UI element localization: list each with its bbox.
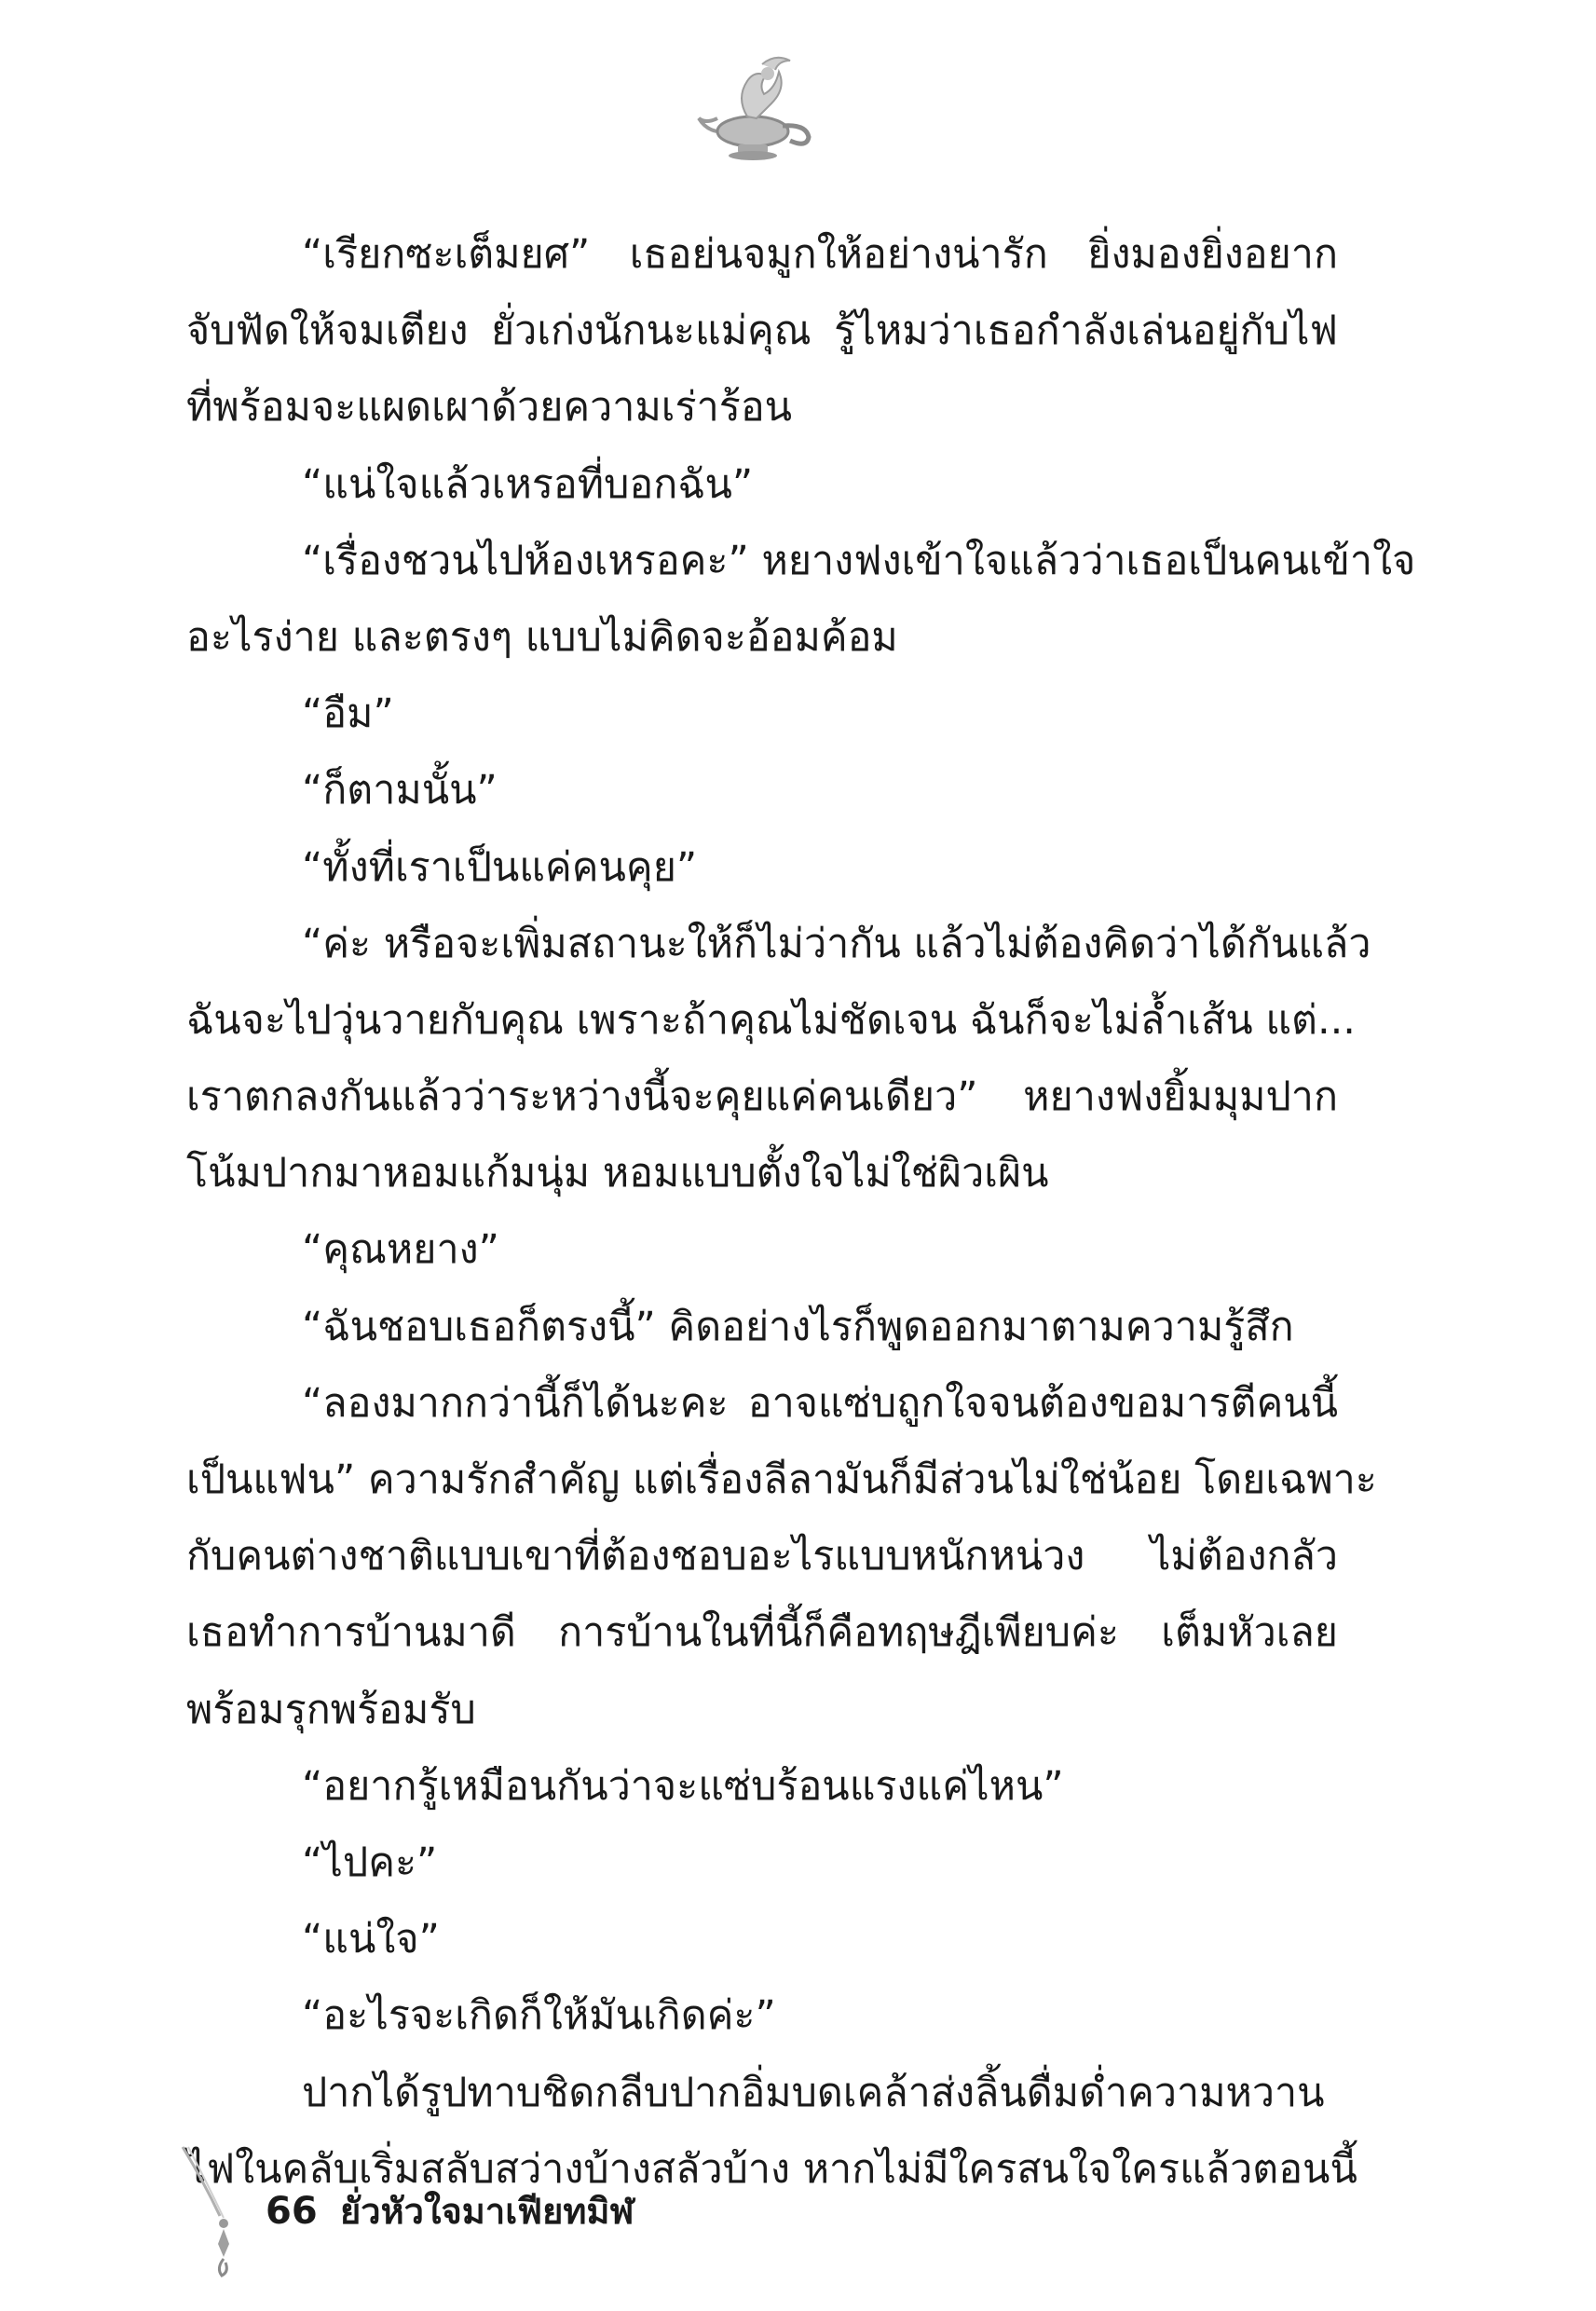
text-line: พร้อมรุกพร้อมรับ bbox=[186, 1686, 476, 1733]
book-title: ยั่วหัวใจมาเฟียทมิฬ bbox=[340, 2191, 634, 2232]
text-line: “ฉันชอบเธอก็ตรงนี้” คิดอย่างไรก็พูดออกมาตามความรู้สึก bbox=[302, 1303, 1294, 1350]
page-footer bbox=[177, 2143, 736, 2283]
text-line: “ลองมากกว่านี้ก็ได้นะคะ อาจแซ่บถูกใจจนต้องขอมารตีคนนี้ bbox=[302, 1379, 1338, 1427]
text-line: “คุณหยาง” bbox=[302, 1226, 499, 1274]
text-line: “ทั้งที่เราเป็นแค่คนคุย” bbox=[302, 843, 698, 891]
text-line: โน้มปากมาหอมแก้มนุ่ม หอมแบบตั้งใจไม่ใช่ผิวเผิน bbox=[186, 1150, 1049, 1197]
text-line: “เรื่องชวนไปห้องเหรอคะ” หยางฟงเข้าใจแล้วว่าเธอเป็นคนเข้าใจ bbox=[302, 537, 1416, 584]
text-line: “อืม” bbox=[302, 691, 394, 738]
text-line: ฉันจะไปวุ่นวายกับคุณ เพราะถ้าคุณไม่ชัดเจน ฉันก็จะไม่ล้ำเส้น แต่... bbox=[186, 996, 1356, 1044]
page-number: 66 bbox=[266, 2190, 318, 2233]
text-line: จับฟัดให้จมเตียง ยั่วเก่งนักนะแม่คุณ รู้ไหมว่าเธอกำลังเล่นอยู่กับไฟ bbox=[186, 308, 1338, 355]
text-line: “อยากรู้เหมือนกันว่าจะแซ่บร้อนแรงแค่ไหน” bbox=[302, 1762, 1064, 1810]
text-line: เธอทำการบ้านมาดี การบ้านในที่นี้ก็คือทฤษฎีเพียบค่ะ เต็มหัวเลย bbox=[186, 1609, 1338, 1657]
text-line: “อะไรจะเกิดก็ให้มันเกิดค่ะ” bbox=[302, 1992, 776, 2040]
hanging-charm-icon bbox=[177, 2143, 252, 2283]
text-line: “เรียกซะเต็มยศ” เธอย่นจมูกให้อย่างน่ารัก ยิ่งมองยิ่งอยาก bbox=[302, 231, 1338, 278]
text-line: กับคนต่างชาติแบบเขาที่ต้องชอบอะไรแบบหนักหน่วง ไม่ต้องกลัว bbox=[186, 1533, 1338, 1580]
text-line: ไฟในคลับเริ่มสลับสว่างบ้างสลัวบ้าง หากไม่มีใครสนใจใครแล้วตอนนี้ bbox=[186, 2145, 1357, 2193]
text-line: “แน่ใจแล้วเหรอที่บอกฉัน” bbox=[302, 460, 754, 508]
body-text bbox=[186, 216, 1416, 2208]
text-line: “ค่ะ หรือจะเพิ่มสถานะให้ก็ไม่ว่ากัน แล้วไม่ต้องคิดว่าได้กันแล้ว bbox=[302, 920, 1371, 967]
text-line: เป็นแฟน” ความรักสำคัญ แต่เรื่องลีลามันก็มีส่วนไม่ใช่น้อย โดยเฉพาะ bbox=[186, 1456, 1377, 1503]
text-line: “แน่ใจ” bbox=[302, 1916, 440, 1963]
genie-lamp-icon bbox=[689, 51, 820, 163]
text-line: ปากได้รูปทาบชิดกลีบปากอิ่มบดเคล้าส่งลิ้นดื่มด่ำความหวาน bbox=[302, 2069, 1325, 2116]
text-line: “ไปคะ” bbox=[302, 1839, 438, 1886]
text-line: “ก็ตามนั้น” bbox=[302, 767, 498, 814]
text-line: เราตกลงกันแล้วว่าระหว่างนี้จะคุยแค่คนเดียว” หยางฟงยิ้มมุมปาก bbox=[186, 1073, 1338, 1121]
text-line: อะไรง่าย และตรงๆ แบบไม่คิดจะอ้อมค้อม bbox=[186, 613, 898, 661]
text-line: ที่พร้อมจะแผดเผาด้วยความเร่าร้อน bbox=[186, 384, 793, 431]
